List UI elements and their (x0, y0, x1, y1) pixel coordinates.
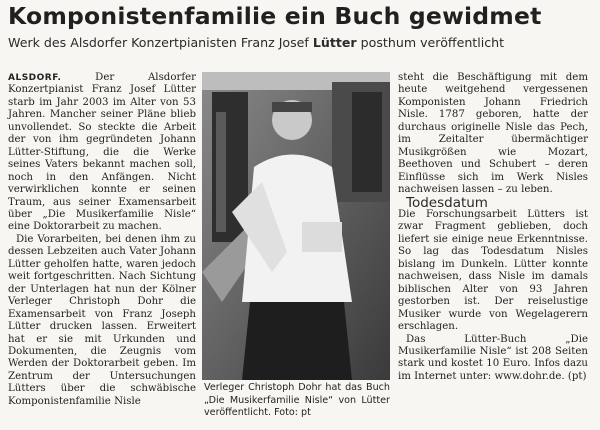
paragraph (8, 72, 196, 234)
photo-illustration (202, 72, 390, 380)
paragraph: Die Vorarbeiten, bei denen ihm zu dessen Lebzeiten auch Vater Johann Lütter geholfen hatte, waren jedoch weit fortgeschritten. Nach Sichtung der Unterlagen hat nun der Kölner Verleger Christoph Dohr die Examensarbeit von Franz Joseph Lütter drucken lassen. Erweitert hat er sie mit Urkunden und Dokumenten, die Zeugnis vom Werden der Doktorarbeit geben. Im Zentrum der Untersuchungen Lütters über die schwäbische Komponistenfamilie Nisle (8, 233, 196, 407)
photo-caption: Verleger Christoph Dohr hat das Buch „Die Musikerfamilie Nisle“ von Lütter veröffentlicht. Foto: pt (204, 382, 390, 418)
headline: Komponistenfamilie ein Buch gewidmet (8, 2, 542, 30)
article-photo (202, 72, 390, 380)
paragraph: Das Lütter-Buch „Die Musikerfamilie Nisle“ ist 208 Seiten stark und kostet 10 Euro. Infos dazu im Internet unter: www.dohr.de. (pt) (398, 333, 588, 382)
subhead-pre: Werk des Alsdorfer Konzertpianisten Franz Josef (8, 35, 313, 50)
subheadline (8, 35, 598, 50)
subhead-post: posthum veröffentlicht (356, 35, 505, 50)
paragraph-text: Der Alsdorfer Konzertpianist Franz Josef Lütter starb im Jahr 2003 im Alter von 53 Jahren. Mancher seiner Pläne blieb unvollendet. So steckte die Arbeit der von ihm gegründeten Johann Lütter-Stiftung, die die Werke seines Vaters bekannt machen soll, noch in den Anfängen. Nicht verwirklichen konnte er seinen Traum, aus seiner Examensarbeit über „Die Musikerfamilie Nisle“ eine Doktorarbeit zu machen. (8, 72, 196, 233)
section-title: Todesdatum (406, 194, 488, 211)
paragraph: Die Forschungsarbeit Lütters ist zwar Fragment geblieben, doch liefert sie einige neue Erkenntnisse. So lag das Todesdatum Nisles bislang im Dunkeln. Lütter konnte nachweisen, dass Nisle im damals biblischen Alter von 93 Jahren gestorben ist. Der reiselustige Musiker wurde von Wegelagerern erschlagen. (398, 208, 588, 333)
subhead-bold: Lütter (312, 35, 357, 50)
paragraph: steht die Beschäftigung mit dem heute weitgehend vergessenen Komponisten Johann Friedrich Nisle. 1787 geboren, hatte der durchaus originelle Nisle das Pech, im Zeitalter übermächtiger Musikgrößen wie Mozart, Beethoven und Schubert – deren Einflüsse sich im Werk Nisles nachweisen lassen – zu leben. (398, 72, 588, 196)
article-column-1 (8, 72, 196, 408)
dateline: ALSDORF. (8, 73, 62, 83)
article-column-3 (398, 72, 588, 383)
